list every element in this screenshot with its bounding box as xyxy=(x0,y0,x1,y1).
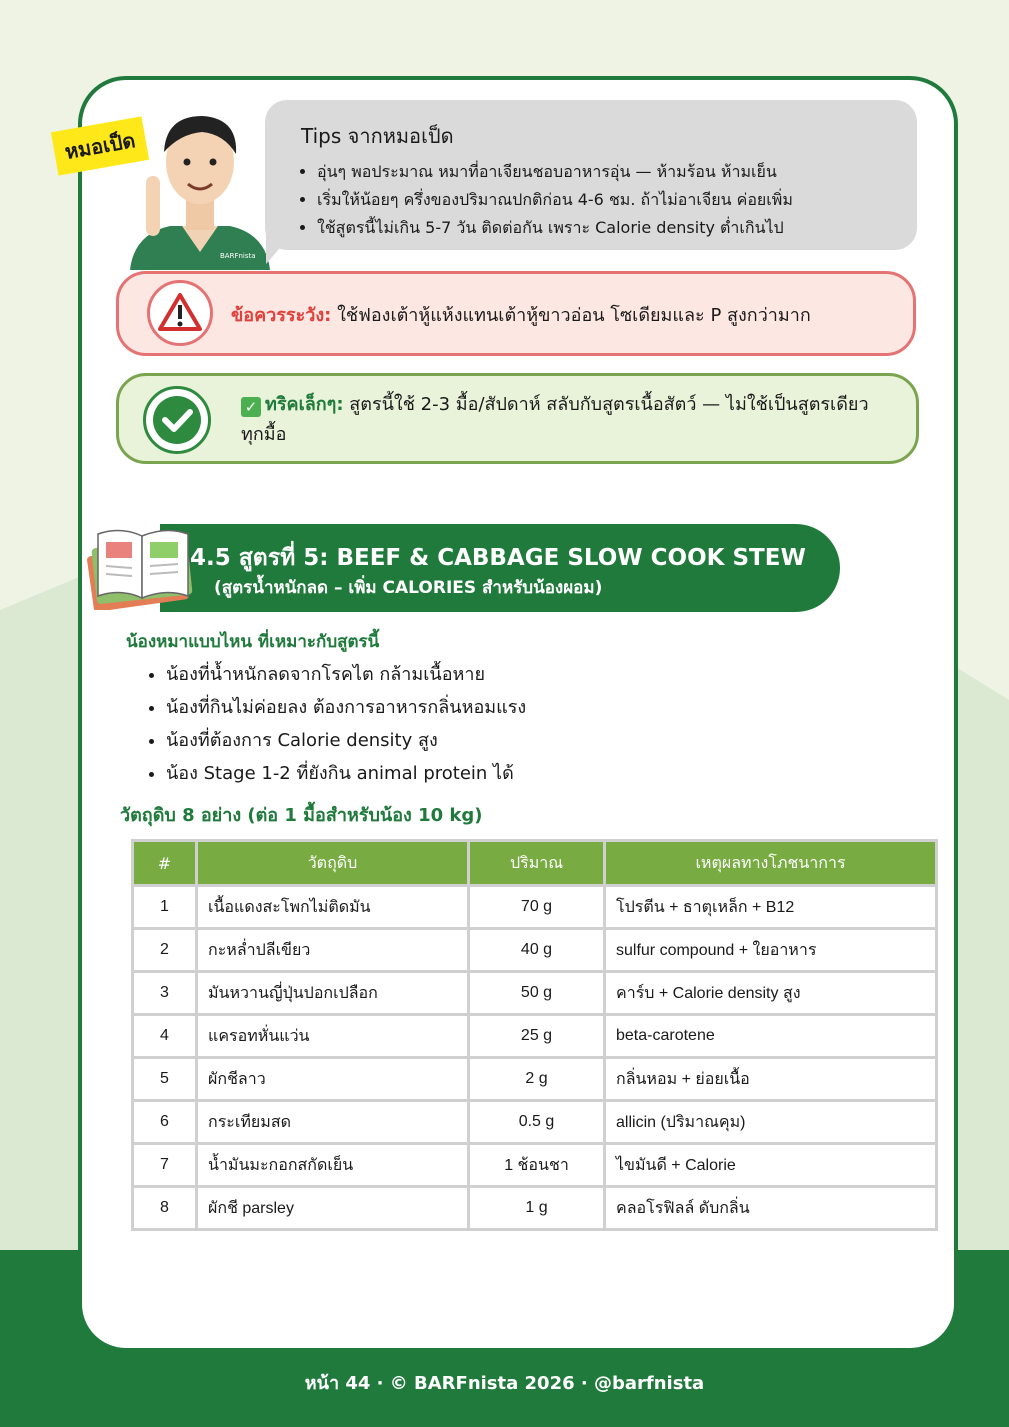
table-header-row xyxy=(133,841,937,886)
row-number: 2 xyxy=(133,929,197,972)
ingredients-table xyxy=(131,839,938,1231)
ingredient-name: กระเทียมสด xyxy=(197,1101,469,1144)
fit-item: • น้อง Stage 1-2 ที่ยังกิน animal protein ได้ xyxy=(166,757,526,790)
ingredient-amount: 25 g xyxy=(469,1015,605,1058)
table-row xyxy=(133,1187,937,1230)
fit-item: • น้องที่ต้องการ Calorie density สูง xyxy=(166,724,526,757)
warning-label: ข้อควรระวัง: xyxy=(231,305,332,326)
ingredient-amount: 2 g xyxy=(469,1058,605,1101)
nutrition-reason: sulfur compound + ใยอาหาร xyxy=(605,929,937,972)
ingredient-name: ผักชีลาว xyxy=(197,1058,469,1101)
doctor-illustration xyxy=(120,102,280,270)
section-subtitle: (สูตรน้ำหนักลด – เพิ่ม CALORIES สำหรับน้องผอม) xyxy=(214,578,603,598)
section-title: 4.5 สูตรที่ 5: BEEF & CABBAGE SLOW COOK STEW xyxy=(190,545,806,571)
fit-item: • น้องที่น้ำหนักลดจากโรคไต กล้ามเนื้อหาย xyxy=(166,658,526,691)
tips-item: • ใช้สูตรนี้ไม่เกิน 5-7 วัน ติดต่อกัน เพราะ Calorie density ต่ำเกินไป xyxy=(317,214,887,242)
nutrition-reason: กลิ่นหอม + ย่อยเนื้อ xyxy=(605,1058,937,1101)
nutrition-reason: beta-carotene xyxy=(605,1015,937,1058)
ingredient-amount: 0.5 g xyxy=(469,1101,605,1144)
ingredient-amount: 1 g xyxy=(469,1187,605,1230)
column-header: # xyxy=(133,841,197,886)
ingredient-name: แครอทหั่นแว่น xyxy=(197,1015,469,1058)
ingredient-name: น้ำมันมะกอกสกัดเย็น xyxy=(197,1144,469,1187)
nutrition-reason: โปรตีน + ธาตุเหล็ก + B12 xyxy=(605,886,937,929)
tips-item: • อุ่นๆ พอประมาณ หมาที่อาเจียนชอบอาหารอุ่น — ห้ามร้อน ห้ามเย็น xyxy=(317,158,887,186)
ingredient-name: มันหวานญี่ปุ่นปอกเปลือก xyxy=(197,972,469,1015)
row-number: 5 xyxy=(133,1058,197,1101)
table-row xyxy=(133,972,937,1015)
tips-item: • เริ่มให้น้อยๆ ครึ่งของปริมาณปกติก่อน 4-6 ชม. ถ้าไม่อาเจียน ค่อยเพิ่ม xyxy=(317,186,887,214)
row-number: 1 xyxy=(133,886,197,929)
nutrition-reason: ไขมันดี + Calorie xyxy=(605,1144,937,1187)
ingredient-amount: 50 g xyxy=(469,972,605,1015)
warning-text-line xyxy=(231,300,811,329)
tip-text: สูตรนี้ใช้ 2-3 มื้อ/สัปดาห์ สลับกับสูตรเนื้อสัตว์ — ไม่ใช้เป็นสูตรเดียวทุกมื้อ xyxy=(241,394,869,445)
ingredient-name: กะหล่ำปลีเขียว xyxy=(197,929,469,972)
column-header: ปริมาณ xyxy=(469,841,605,886)
row-number: 3 xyxy=(133,972,197,1015)
row-number: 8 xyxy=(133,1187,197,1230)
tips-list xyxy=(297,158,887,242)
tips-bubble xyxy=(265,100,917,250)
table-row xyxy=(133,1058,937,1101)
check-circle-icon xyxy=(143,386,211,454)
warning-icon xyxy=(147,280,213,346)
warning-box xyxy=(116,271,916,356)
checkbox-icon: ✓ xyxy=(241,397,261,417)
tip-text-block xyxy=(241,390,881,450)
column-header: เหตุผลทางโภชนาการ xyxy=(605,841,937,886)
ingredient-name: เนื้อแดงสะโพกไม่ติดมัน xyxy=(197,886,469,929)
ingredient-amount: 1 ช้อนชา xyxy=(469,1144,605,1187)
row-number: 4 xyxy=(133,1015,197,1058)
section-header xyxy=(160,524,840,612)
fit-list xyxy=(142,658,526,790)
ingredient-amount: 70 g xyxy=(469,886,605,929)
row-number: 7 xyxy=(133,1144,197,1187)
column-header: วัตถุดิบ xyxy=(197,841,469,886)
ingredients-heading: วัตถุดิบ 8 อย่าง (ต่อ 1 มื้อสำหรับน้อง 10 kg) xyxy=(120,805,483,826)
nutrition-reason: คาร์บ + Calorie density สูง xyxy=(605,972,937,1015)
table-row xyxy=(133,929,937,972)
row-number: 6 xyxy=(133,1101,197,1144)
ingredient-amount: 40 g xyxy=(469,929,605,972)
fit-item: • น้องที่กินไม่ค่อยลง ต้องการอาหารกลิ่นหอมแรง xyxy=(166,691,526,724)
tip-label: ทริคเล็กๆ: xyxy=(265,394,344,415)
book-icon xyxy=(86,520,196,610)
table-row xyxy=(133,1144,937,1187)
table-row xyxy=(133,886,937,929)
table-row xyxy=(133,1101,937,1144)
fit-heading: น้องหมาแบบไหน ที่เหมาะกับสูตรนี้ xyxy=(126,632,380,652)
page-footer: หน้า 44 · © BARFnista 2026 · @barfnista xyxy=(304,1373,705,1394)
nutrition-reason: allicin (ปริมาณคุม) xyxy=(605,1101,937,1144)
table-row xyxy=(133,1015,937,1058)
doctor-shirt-text: BARFnista xyxy=(220,252,256,260)
tips-title: Tips จากหมอเป็ด xyxy=(301,124,454,148)
nutrition-reason: คลอโรฟิลล์ ดับกลิ่น xyxy=(605,1187,937,1230)
warning-text: ใช้ฟองเต้าหู้แห้งแทนเต้าหู้ขาวอ่อน โซเดียมและ P สูงกว่ามาก xyxy=(337,305,811,326)
doctor-badge: หมอเป็ด xyxy=(51,116,149,175)
ingredient-name: ผักชี parsley xyxy=(197,1187,469,1230)
tip-box xyxy=(116,373,919,464)
